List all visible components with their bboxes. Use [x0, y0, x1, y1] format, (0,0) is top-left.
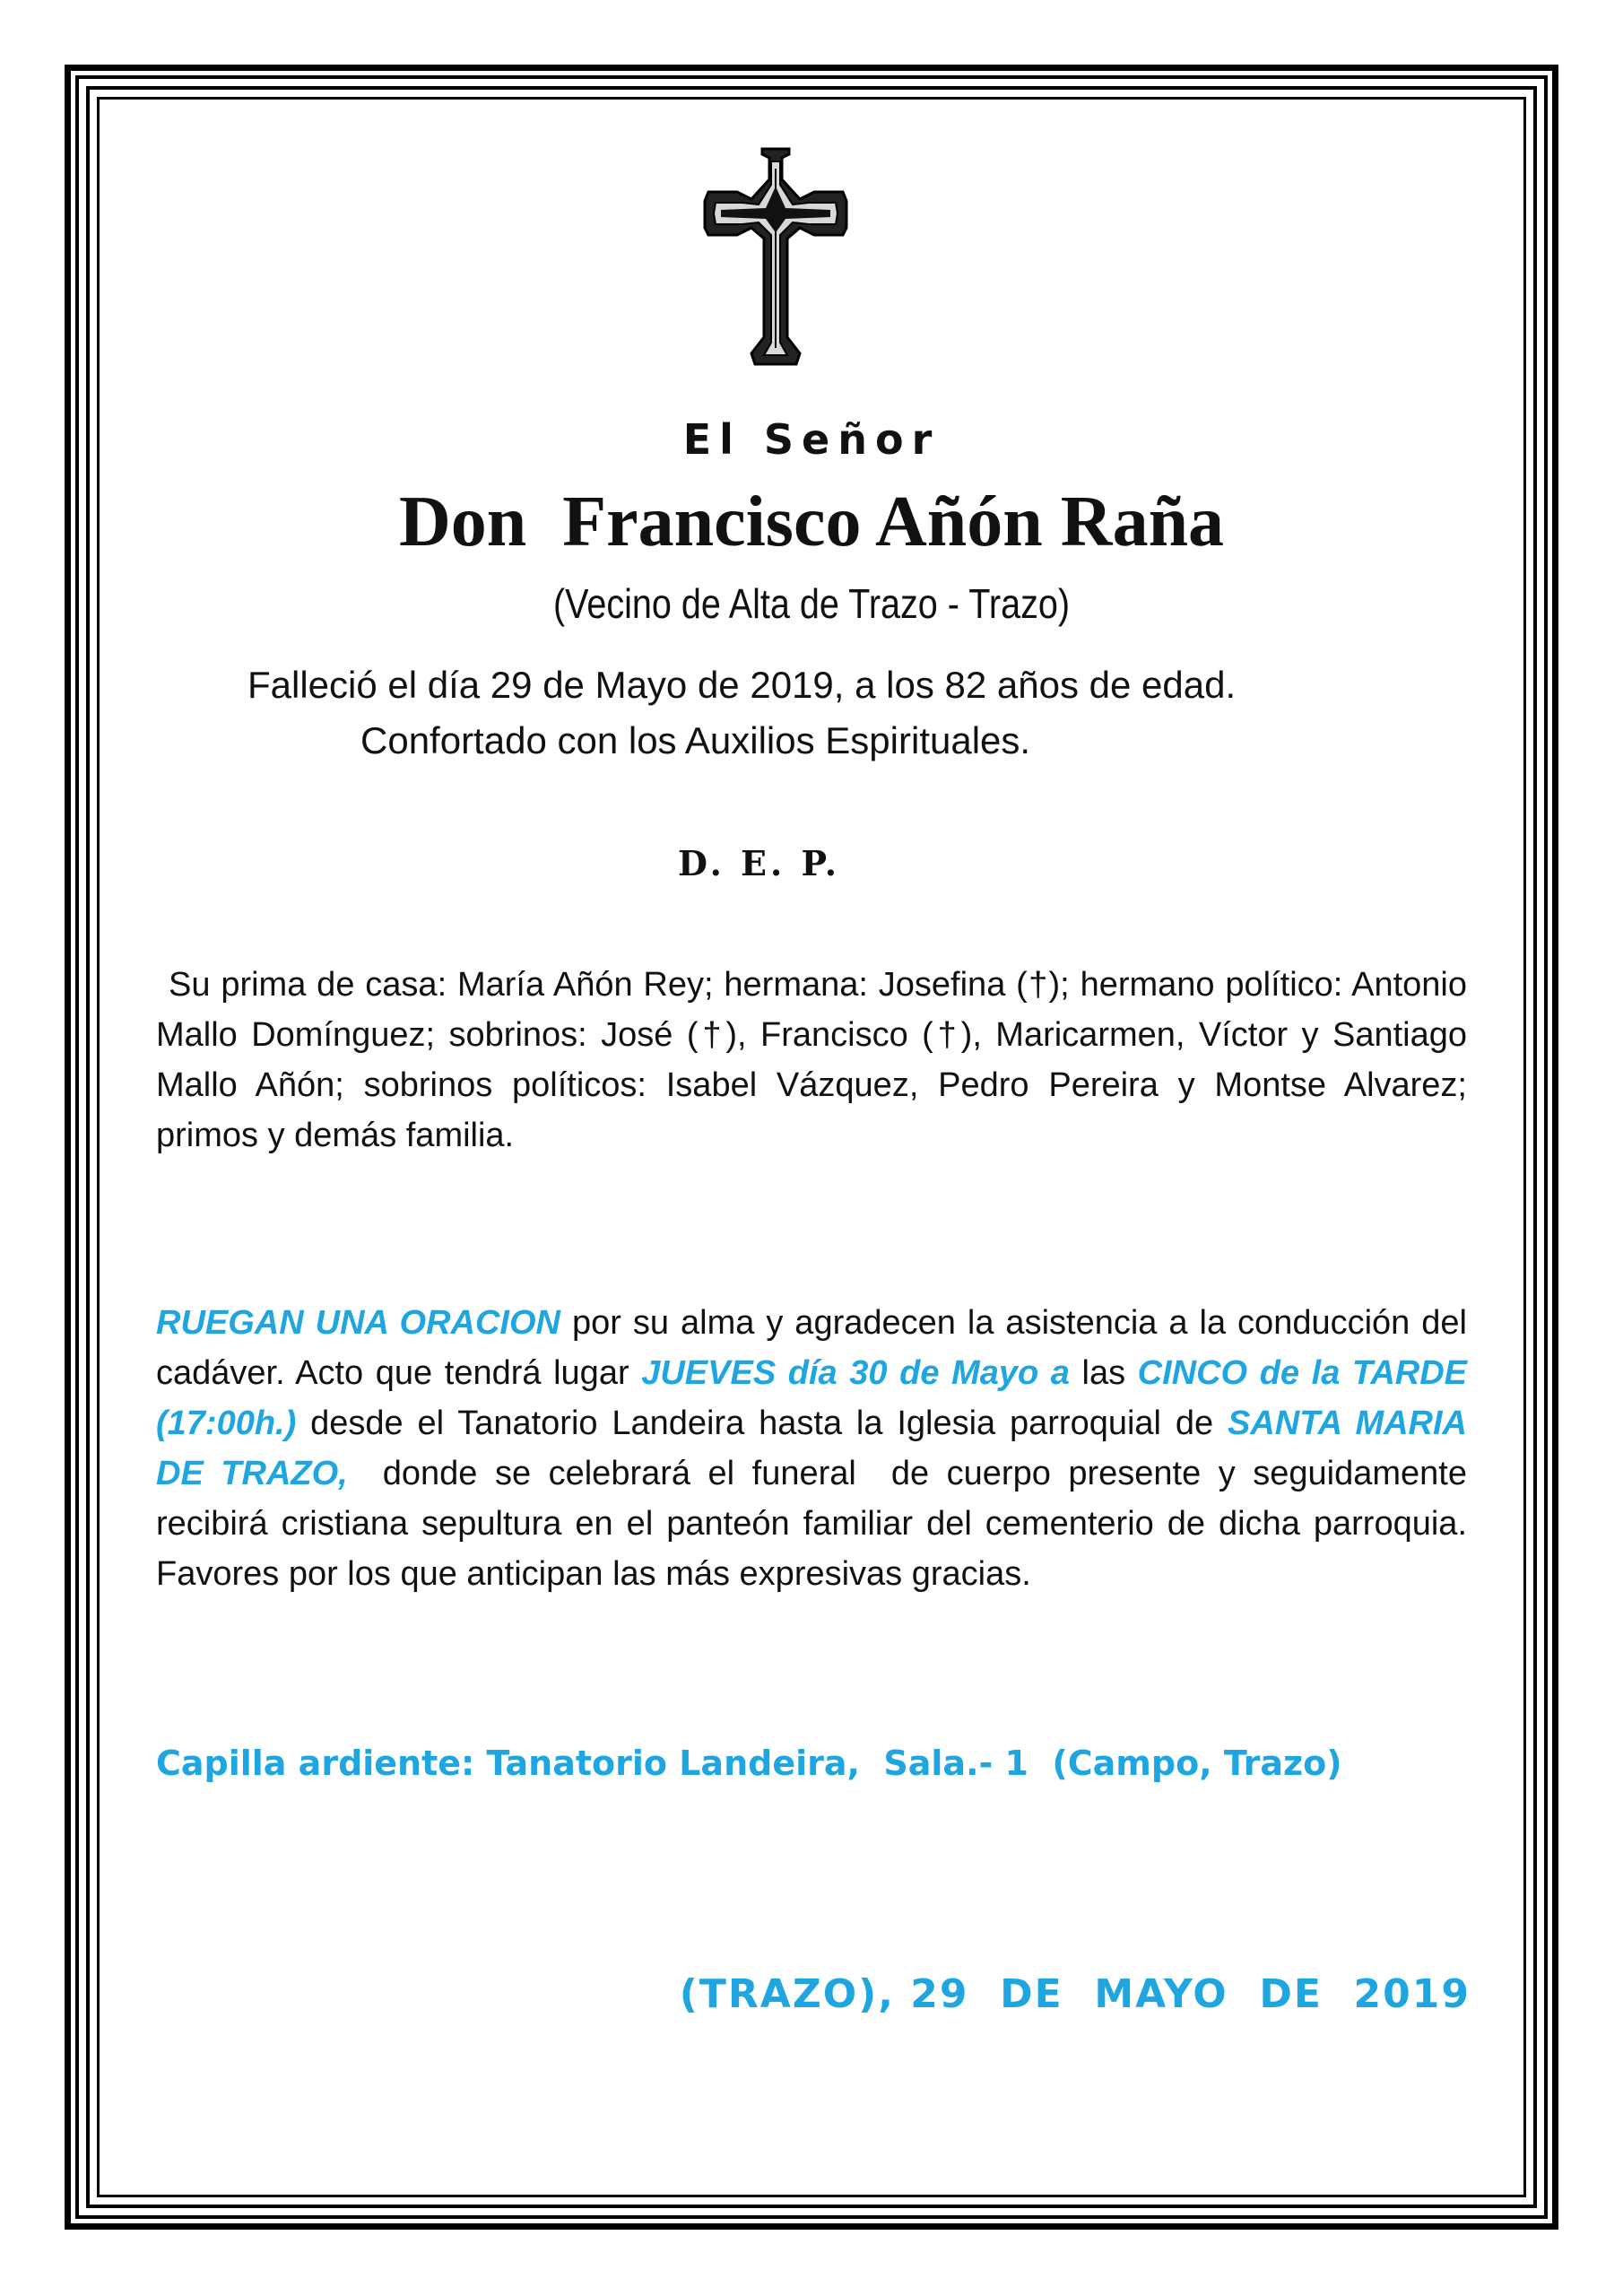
deceased-name: Don Francisco Añón Raña	[398, 483, 1225, 561]
residence-note: (Vecino de Alta de Trazo - Trazo)	[552, 580, 1071, 627]
funeral-time: CINCO de la TARDE (17:00h.)	[156, 1354, 1477, 1442]
funeral-announcement	[156, 1298, 1477, 1599]
ornate-cross-icon	[699, 145, 852, 370]
prayer-request: RUEGAN UNA ORACION	[156, 1304, 560, 1342]
place-and-date: (TRAZO), 29 DE MAYO DE 2019	[679, 1971, 1471, 2017]
announcement-text-3: desde el Tanatorio Landeira hasta la Iglesia parroquial de	[296, 1405, 1228, 1442]
funeral-day: JUEVES día 30 de Mayo a	[641, 1354, 1070, 1392]
title-prefix: El Señor	[682, 415, 941, 464]
comfort-statement: Confortado con los Auxilios Espirituales.	[360, 719, 1031, 761]
announcement-text-1: por su alma y agradecen la asistencia a la conducción del cadáver. Acto que tendrá lugar	[156, 1304, 1477, 1392]
chapel-location: Capilla ardiente: Tanatorio Landeira, Sala.- 1 (Campo, Trazo)	[156, 1744, 1342, 1783]
announcement-text-4: donde se celebrará el funeral de cuerpo presente y seguidamente recibirá cristiana sepultura en el panteón familiar del cementerio de dicha parroquia. Favores por los que anticipan las más expresivas gracias.	[156, 1455, 1477, 1593]
rip-abbreviation: D. E. P.	[678, 843, 840, 883]
family-list: Su prima de casa: María Añón Rey; hermana: Josefina (†); hermano político: Antonio Mallo Domínguez; sobrinos: José (†), Francisco (†), Maricarmen, Víctor y Santiago Mallo Añón; sobrinos políticos: Isabel Vázquez, Pedro Pereira y Montse Alvarez; primos y demás familia.	[156, 966, 1467, 1154]
church-name: SANTA MARIA DE TRAZO,	[156, 1405, 1477, 1492]
announcement-text-2: las	[1069, 1354, 1138, 1392]
death-statement: Falleció el día 29 de Mayo de 2019, a los 82 años de edad.	[247, 664, 1237, 706]
